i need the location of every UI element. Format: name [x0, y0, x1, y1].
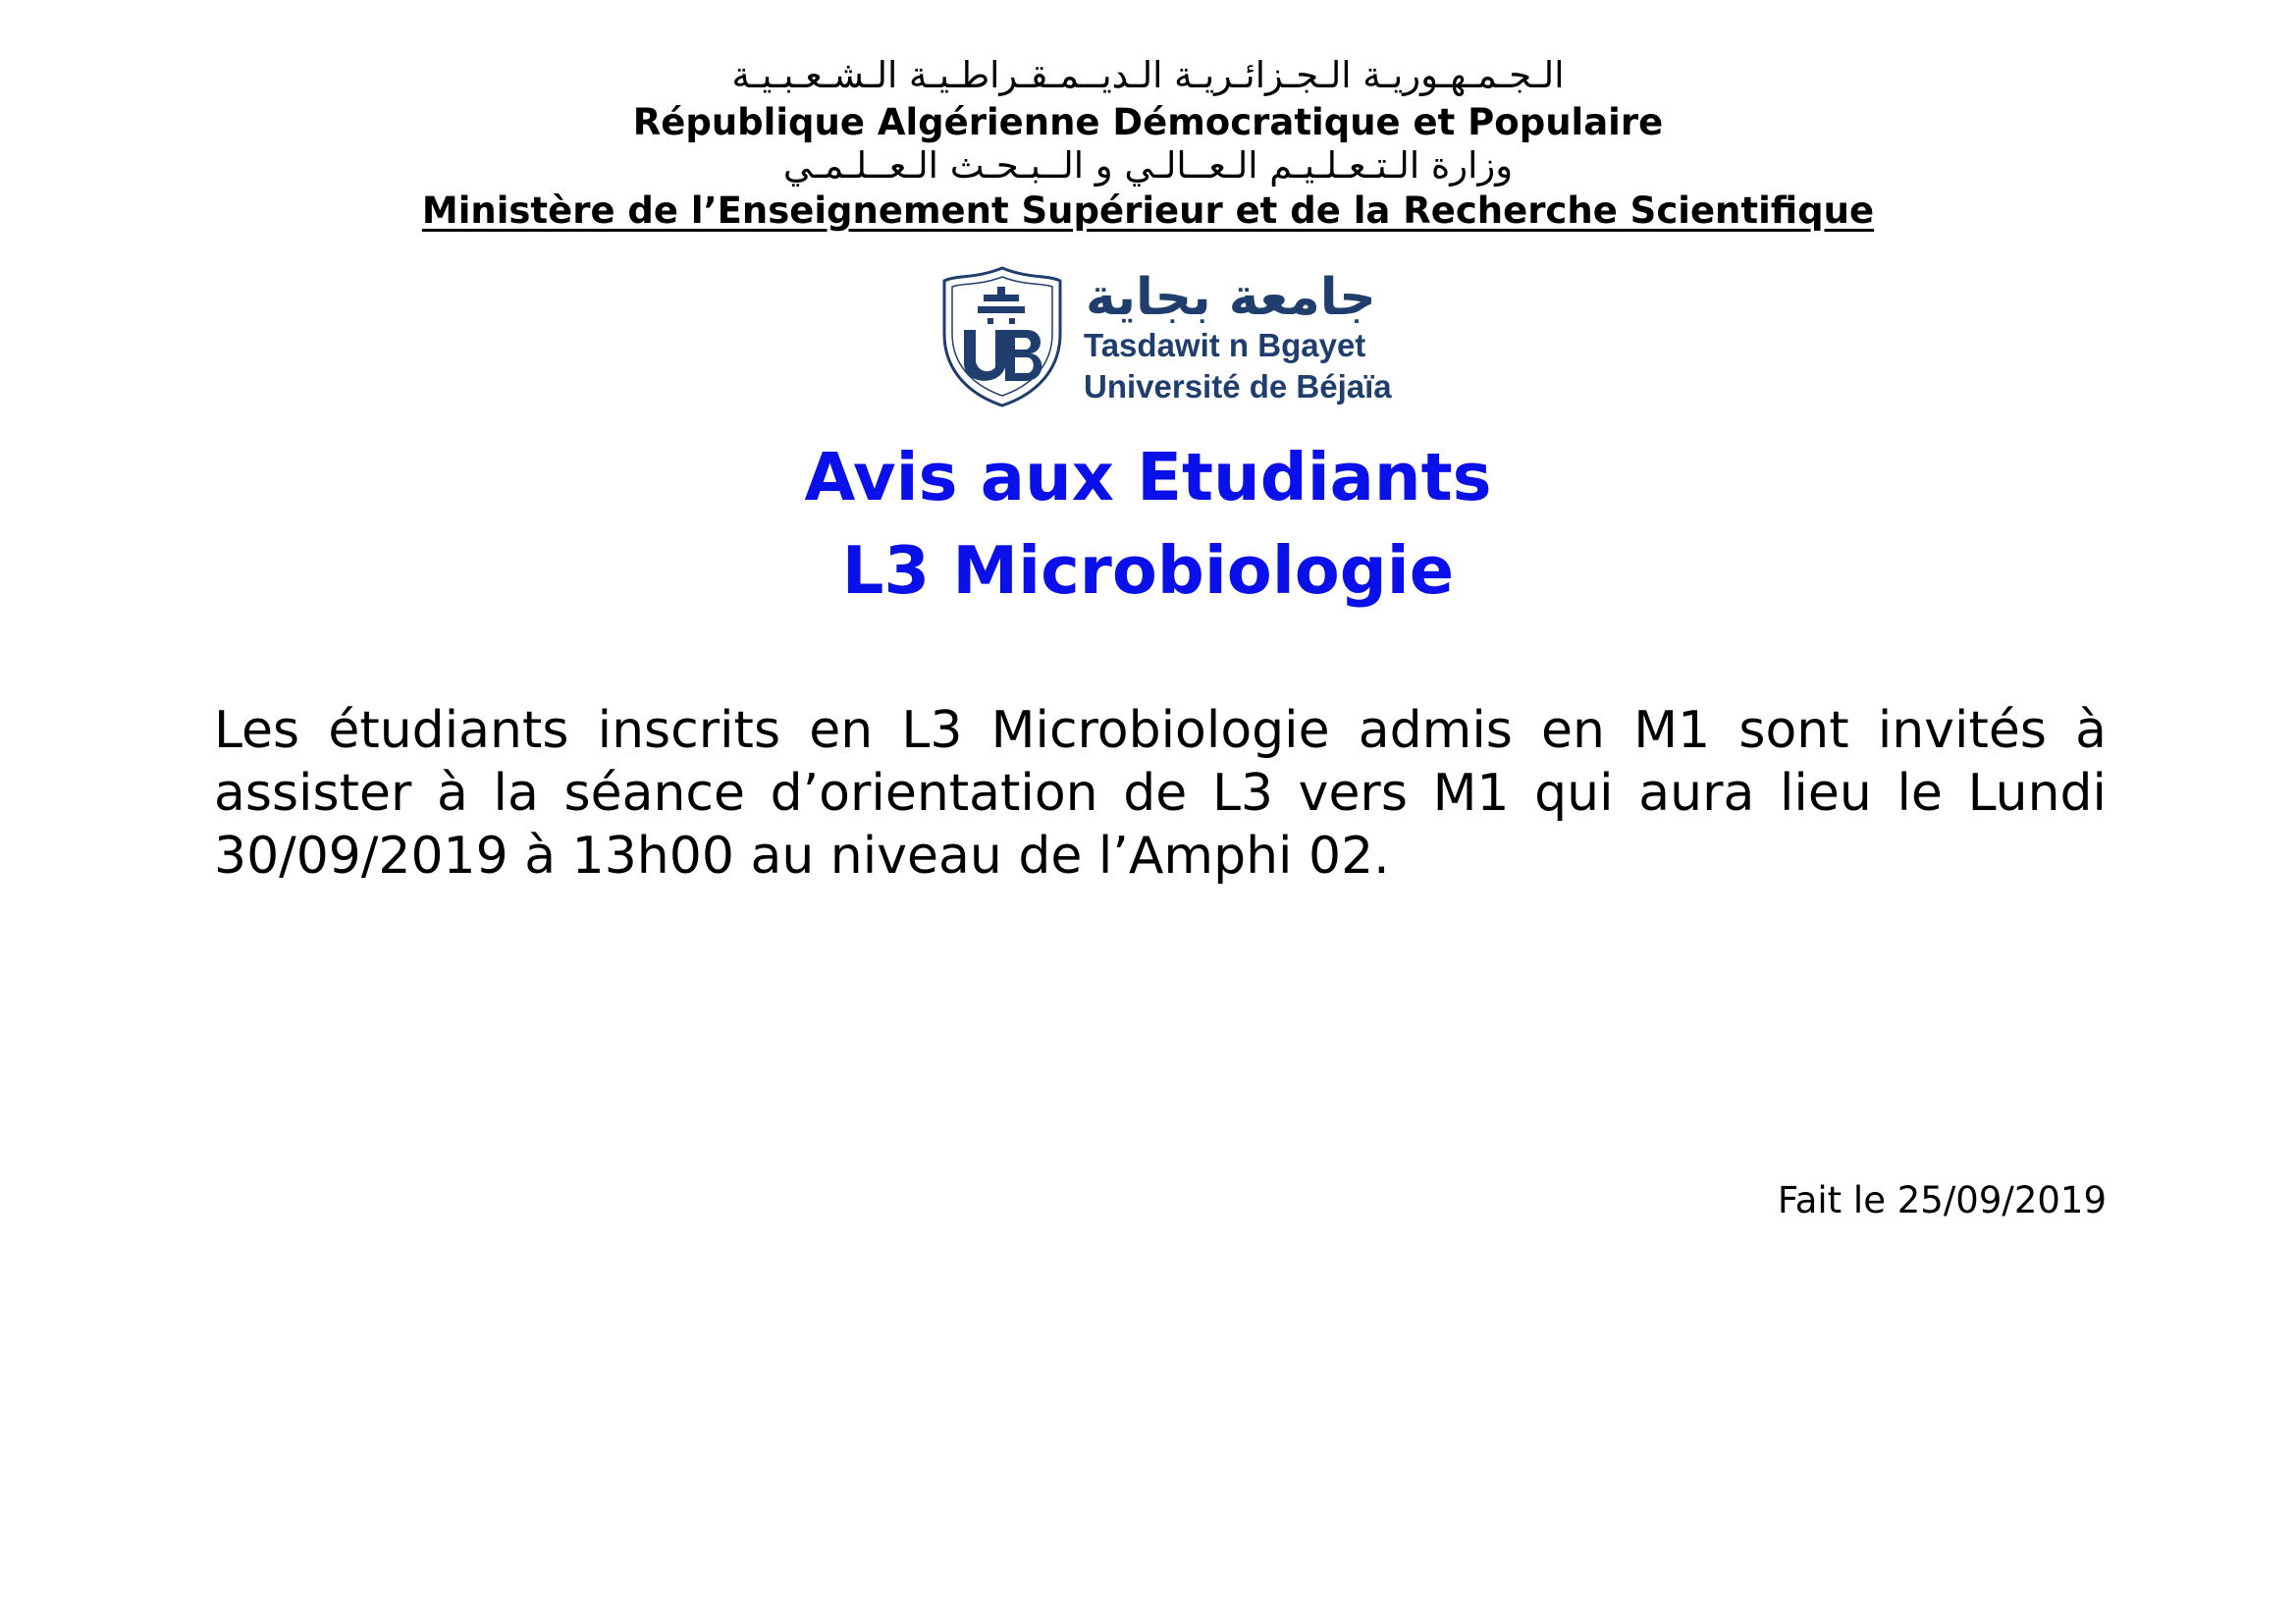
header-arabic-ministry: وزارة الـتـعـلـيـم الـعــالـي و الــبـحـث الـعــلـمـي — [782, 144, 1514, 187]
notice-body: Les étudiants inscrits en L3 Microbiologie admis en M1 sont invités à assister à la séance d’orientation de L3 vers M1 qui aura lieu le Lundi 30/09/2019 à 13h00 au niveau de l’Amphi 02. — [214, 701, 2107, 886]
header-ministry-french: Ministère de l’Enseignement Supérieur et de la Recherche Scientifique — [421, 189, 1875, 232]
university-logo — [940, 265, 1392, 412]
notice-date: Fait le 25/09/2019 — [1777, 1179, 2107, 1221]
header-arabic-republic: الـجـمـهـوريـة الـجـزائـريـة الـديــمـقـراطـيـة الـشـعـبـيـة — [731, 54, 1565, 96]
university-shield-icon — [940, 265, 1064, 408]
logo-tasdawit-name: Tasdawit n Bgayet — [1084, 327, 1366, 363]
notice-subtitle: L3 Microbiologie — [841, 532, 1455, 609]
logo-arabic-name: جامعة بجاية — [1086, 268, 1376, 327]
notice-title: Avis aux Etudiants — [804, 439, 1492, 515]
logo-university-name: Université de Béjaïa — [1084, 368, 1392, 405]
header-republic-french: République Algérienne Démocratique et Populaire — [632, 101, 1664, 143]
